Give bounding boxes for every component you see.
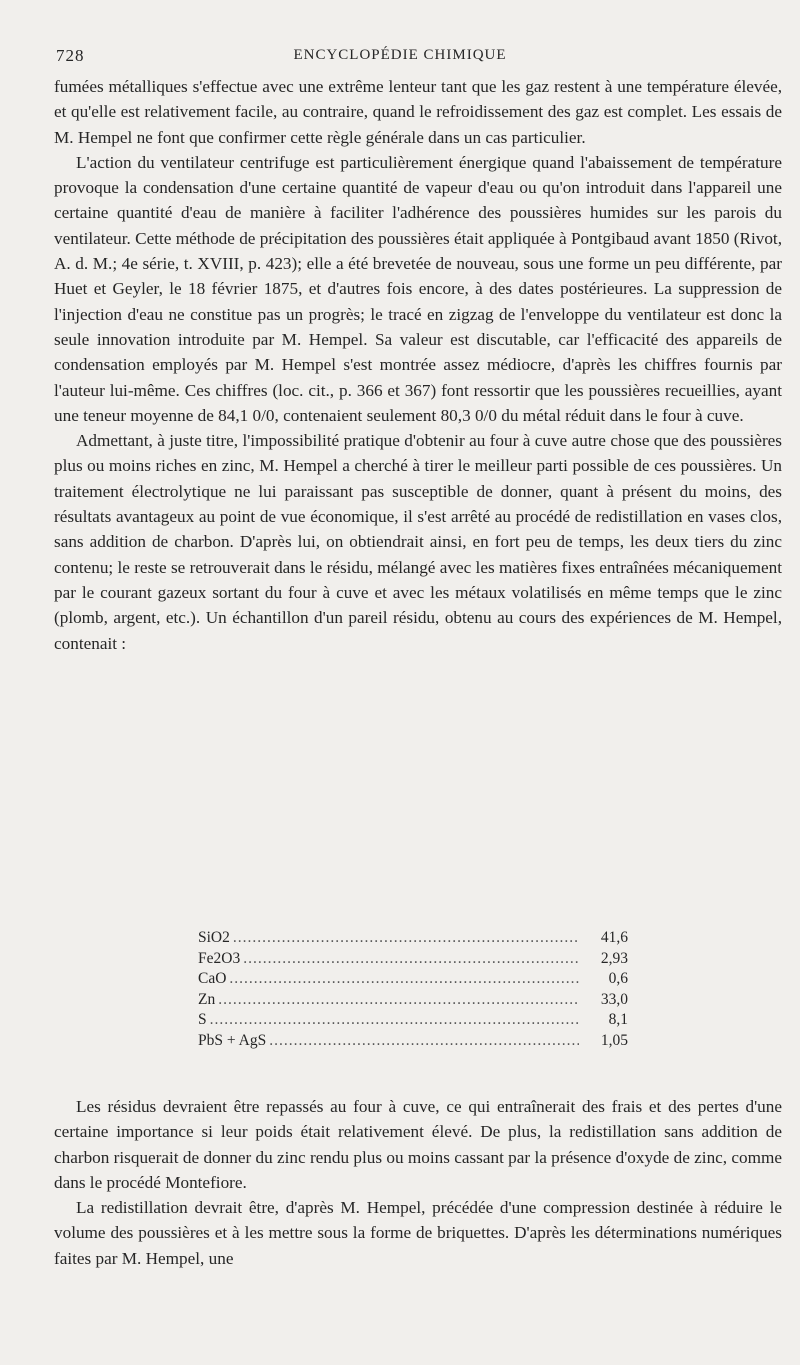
- composition-row: [198, 1010, 628, 1031]
- page-number: 728: [56, 46, 85, 65]
- compound-name: Fe2O3: [198, 949, 241, 967]
- compound-value: 33,0: [600, 990, 628, 1008]
- compound-name: CaO: [198, 970, 227, 988]
- paragraph: La redistillation devrait être, d'après M. Hempel, précédée d'une compression destinée à réduire le volume des poussières et à les mettre sous la forme de briquettes. D'après les déterminations numériques faites par M. Hempel, une: [54, 1198, 782, 1268]
- compound-name: PbS + AgS: [198, 1031, 267, 1049]
- composition-row: [198, 949, 628, 970]
- compound-value: 0,6: [608, 970, 628, 988]
- paragraph: L'action du ventilateur centrifuge est particulièrement énergique quand l'abaissement de température provoque la condensation d'une certaine quantité de vapeur d'eau ou qu'on introduit dans l'appareil une certaine quantité d'eau de manière à faciliter l'adhérence des poussières humides sur les parois du ventilateur. Cette méthode de précipitation des poussières était appliquée à Pontgibaud avant 1850 (Rivot, A. d. M.; 4e série, t. XVIII, p. 423); elle a été brevetée de nouveau, sous une forme un peu différente, par Huet et Geyler, le 18 février 1875, et d'autres fois encore, à des dates postérieures. La suppression de l'injection d'eau ne constitue pas un progrès; le tracé en zigzag de l'enveloppe du ventilateur est donc la seule innovation introduite par M. Hempel. Sa valeur est discutable, car l'efficacité des appareils de condensation employés par M. Hempel s'est montrée assez médiocre, d'après les chiffres fournis par l'auteur lui-même. Ces chiffres (loc. cit., p. 366 et 367) font ressortir que les poussières recueillies, ayant une teneur moyenne de 84,1 0/0, contenaient seulement 80,3 0/0 du métal réduit dans le four à cuve.: [54, 152, 782, 425]
- body-text-continued: [54, 1094, 782, 1271]
- body-text: [54, 74, 782, 656]
- compound-name: S: [198, 1011, 207, 1029]
- running-header: [0, 44, 800, 68]
- compound-value: 2,93: [600, 949, 628, 967]
- composition-row: [198, 990, 628, 1011]
- composition-row: [198, 1031, 628, 1052]
- running-title: ENCYCLOPÉDIE CHIMIQUE: [293, 47, 507, 63]
- composition-row: [198, 928, 628, 949]
- compound-value: 1,05: [600, 1031, 628, 1049]
- composition-table: [198, 928, 628, 1052]
- compound-value: 41,6: [600, 929, 628, 946]
- paragraph: Admettant, à juste titre, l'impossibilité pratique d'obtenir au four à cuve autre chose que des poussières plus ou moins riches en zinc, M. Hempel a cherché à tirer le meilleur parti possible de ces poussières. Un traitement électrolytique ne lui paraissant pas susceptible de donner, quant à présent du moins, des résultats avantageux au point de vue économique, il s'est arrêté au procédé de redistillation en vases clos, sans addition de charbon. D'après lui, on obtiendrait ainsi, en fort peu de temps, les deux tiers du zinc contenu; le reste se retrouverait dans le résidu, mélangé avec les matières fixes entraînées mécaniquement par le courant gazeux sortant du four à cuve et avec les métaux volatilisés en même temps que le zinc (plomb, argent, etc.). Un échantillon d'un pareil résidu, obtenu au cours des expériences de M. Hempel, contenait :: [54, 431, 782, 653]
- compound-name: Zn: [198, 990, 216, 1008]
- composition-row: [198, 969, 628, 990]
- paragraph: Les résidus devraient être repassés au four à cuve, ce qui entraînerait des frais et des pertes d'une certaine importance si leur poids était relativement élevé. De plus, la redistillation sans addition de charbon risquerait de donner du zinc rendu plus ou moins cassant par la présence d'oxyde de zinc, comme dans le procédé Montefiore.: [54, 1097, 782, 1192]
- paragraph: fumées métalliques s'effectue avec une extrême lenteur tant que les gaz restent à une température élevée, et qu'elle est relativement facile, au contraire, quand le refroidissement des gaz est complet. Les essais de M. Hempel ne font que confirmer cette règle générale dans un cas particulier.: [54, 77, 782, 147]
- compound-name: SiO2: [198, 929, 230, 946]
- compound-value: 8,1: [608, 1011, 628, 1029]
